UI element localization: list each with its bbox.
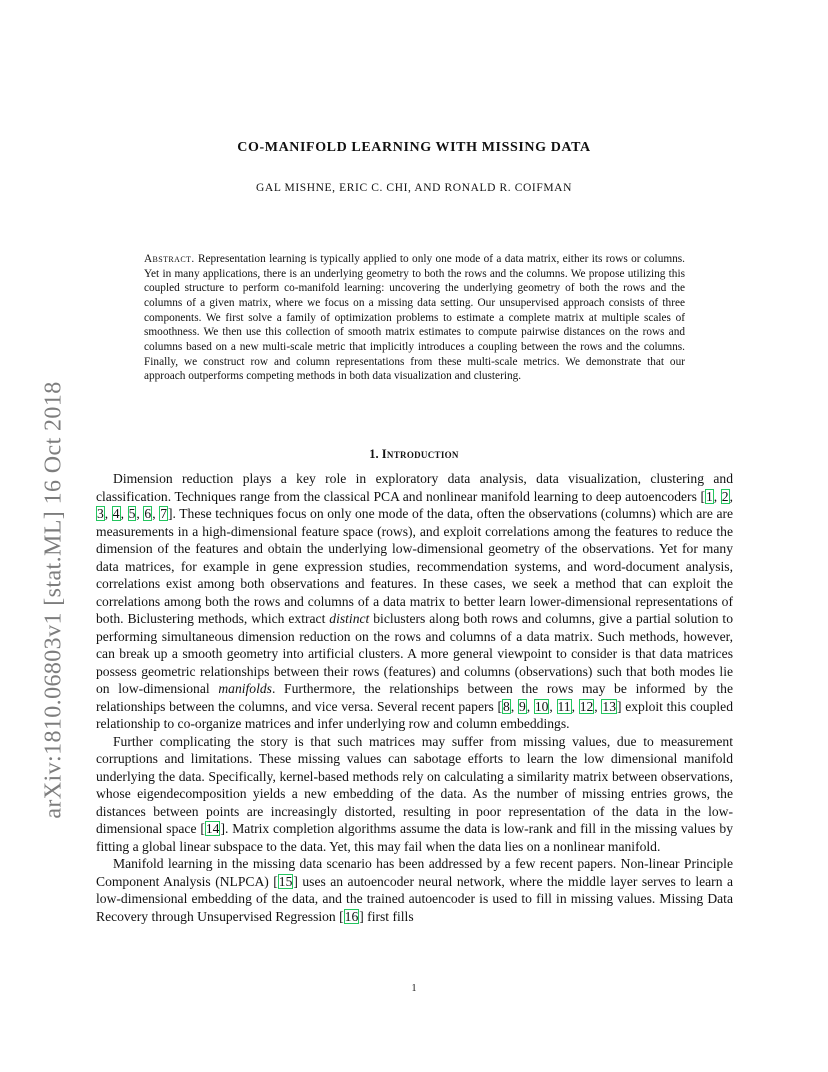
page-number: 1 <box>411 983 417 994</box>
paragraph-text: biclusters along both rows and columns, give a partial solution to performing simultaneous dimension reduction on the rows and columns of a data matrix. Such methods, however, can break up a smooth geometry into artificial clusters. A more general viewpoint to consider is that data matrices possess geometric relationships between their rows (features) and columns (observations) such that both modes lie on low-dimensional <box>96 611 733 696</box>
citation-link[interactable]: 1 <box>706 488 713 504</box>
citation-link[interactable]: 10 <box>534 698 549 714</box>
paper-title: CO-MANIFOLD LEARNING WITH MISSING DATA <box>237 140 591 155</box>
paragraph-text: Further complicating the story is that such matrices may suffer from missing values, due to measurement corruptions and limitations. These missing values can sabotage efforts to learn the low dimensional manifold underlying the data. Specifically, kernel-based methods rely on calculating a similarity matrix between observations, whose eigendecomposition yields a new embedding of the data. As the number of missing entries grows, the distances between points are increasingly distorted, resulting in poor representation of the data in the low-dimensional space [ <box>96 733 733 836</box>
citation-link[interactable]: 2 <box>721 488 729 504</box>
citation-link[interactable]: 3 <box>97 506 104 521</box>
section-heading <box>0 447 828 462</box>
citation-link[interactable]: 13 <box>602 698 616 714</box>
paragraph-text: ]. Matrix completion algorithms assume the data is low-rank and fill in the missing values by fitting a global linear subspace to the data. Yet, this may fail when the data lies on a nonlinear manifold. <box>96 821 733 854</box>
abstract-label: Abstract. <box>144 253 195 265</box>
citation-link[interactable]: 6 <box>144 506 152 521</box>
citation-link[interactable]: 8 <box>503 698 510 714</box>
emphasis-text: distinct <box>329 611 370 626</box>
citation-link[interactable]: 16 <box>344 908 359 924</box>
paragraph-2 <box>96 733 733 856</box>
citation-link[interactable]: 7 <box>160 506 167 521</box>
citation-link[interactable]: 12 <box>579 698 594 714</box>
arxiv-stamp: arXiv:1810.06803v1 [stat.ML] 16 Oct 2018 <box>40 381 67 819</box>
citation-link[interactable]: 4 <box>112 506 120 521</box>
section-title: Introduction <box>381 447 459 461</box>
abstract-text: Representation learning is typically applied to only one mode of a data matrix, either its rows or columns. Yet in many applications, there is an underlying geometry to both the rows and the columns. We propose utilizing this coupled structure to perform co-manifold learning: uncovering the underlying geometry of both the rows and the columns of a given matrix, where we focus on a missing data setting. Our unsupervised approach consists of three components. We first solve a family of optimization problems to estimate a complete matrix at multiple scales of smoothness. We then use this collection of smooth matrix estimates to compute pairwise distances on the rows and columns based on a new multi-scale metric that implicitly introduces a coupling between the rows and the columns. Finally, we construct row and column representations from these multi-scale metrics. We demonstrate that our approach outperforms competing methods in both data visualization and clustering. <box>144 253 685 383</box>
emphasis-text: manifolds <box>218 681 272 696</box>
paragraph-text: . Furthermore, the relationships between the rows may be informed by the relationships between the columns, and vice versa. Several recent papers [ <box>96 681 733 714</box>
paper-authors: GAL MISHNE, ERIC C. CHI, AND RONALD R. COIFMAN <box>256 182 572 194</box>
citation-link[interactable]: 5 <box>128 506 136 521</box>
paragraph-text: Dimension reduction plays a key role in exploratory data analysis, data visualization, clustering and classification. Techniques range from the classical PCA and nonlinear manifold learning to deep autoencoders [ <box>96 471 733 504</box>
section-number: 1. <box>369 447 379 461</box>
paragraph-text: ] uses an autoencoder neural network, where the middle layer serves to learn a low-dimensional embedding of the data, and the trained autoencoder is used to fill in missing values. Missing Data Recovery through Unsupervised Regression [ <box>96 873 733 924</box>
paragraph-text: ] exploit this coupled relationship to co-organize matrices and infer underlying row and column embeddings. <box>96 698 734 731</box>
paragraph-text: ]. These techniques focus on only one mode of the data, often the observations (columns) which are are measurements in a high-dimensional feature space (rows), and exploit correlations among the features to reduce the dimension of the features and obtain the underlying low-dimensional geometry of the observations. Yet for many data matrices, for example in gene expression studies, recommendation systems, and word-document analysis, correlations exist among both observations and features. In these cases, we seek a method that can exploit the correlations among both the rows and columns of a data matrix to better learn lower-dimensional representations of both. Biclustering methods, which extract <box>96 506 734 626</box>
citation-link[interactable]: 9 <box>518 698 526 714</box>
paragraph-text: Manifold learning in the missing data scenario has been addressed by a few recent papers. Non-linear Principle Component Analysis (NLPCA) [ <box>96 856 733 889</box>
paragraph-1: Dimension reduction plays a key role in exploratory data analysis, data visualization, clustering and classification. Techniques range from the classical PCA and nonlinear manifold learning to deep autoencoders [1, 2, 3, 4, 5, 6, 7]. These techniques focus on only one mode of the data, often the observations (columns) which are are measurements in a high-dimensional feature space (rows), and exploit correlations among the features to reduce the dimension of the features and obtain the underlying low-dimensional geometry of the observations. Yet for many data matrices, for example in gene expression studies, recommendation systems, and word-document analysis, correlations exist among both observations and features. In these cases, we seek a method that can exploit the correlations among both the rows and columns of a data matrix to better learn lower-dimensional representations of both. Biclustering methods, which extract distinct biclusters along both rows and columns, give a partial solution to performing simultaneous dimension reduction on the rows and columns of a data matrix. Such methods, however, can break up a smooth geometry into artificial clusters. A more general viewpoint to consider is that data matrices possess geometric relationships between their rows (features) and columns (observations) such that both modes lie on low-dimensional manifolds. Furthermore, the relationships between the rows may be informed by the relationships between the columns, and vice versa. Several recent papers [8, 9, 10, 11, 12, 13] exploit this coupled relationship to co-organize matrices and infer underlying row and column embeddings. <box>96 471 734 731</box>
paragraph-3 <box>96 855 733 925</box>
paragraph-text: ] first fills <box>359 908 414 924</box>
citation-link[interactable]: 11 <box>557 698 571 714</box>
body-text <box>96 470 733 925</box>
citation-link[interactable]: 15 <box>278 873 293 889</box>
citation-link[interactable]: 14 <box>205 821 220 836</box>
abstract <box>144 252 685 384</box>
